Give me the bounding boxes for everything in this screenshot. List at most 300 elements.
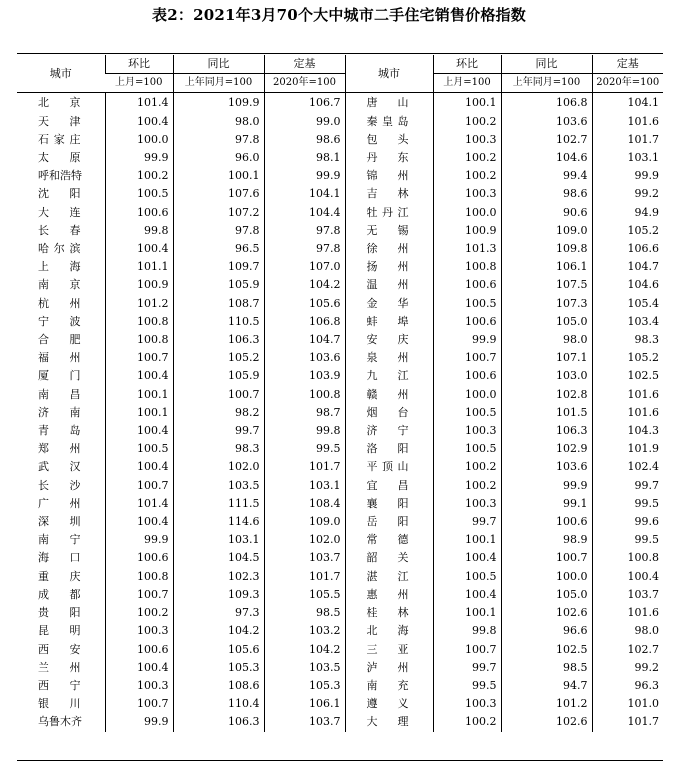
header-base-sub-left: 2020年=100 <box>264 74 345 93</box>
yoy-value-left: 104.2 <box>173 622 264 640</box>
header-base-right: 定基 <box>592 55 663 74</box>
city-name-left: 济南 <box>38 405 81 419</box>
table-row <box>17 641 663 659</box>
header-city-left: 城市 <box>17 55 105 93</box>
yoy-value-right: 96.6 <box>501 622 592 640</box>
mom-value-right: 100.2 <box>433 113 501 131</box>
table-row <box>17 659 663 677</box>
base-value-left: 105.5 <box>264 586 345 604</box>
mom-value-left: 100.4 <box>105 659 173 677</box>
yoy-value-right: 102.8 <box>501 386 592 404</box>
table-row <box>17 404 663 422</box>
yoy-value-right: 105.0 <box>501 586 592 604</box>
base-value-right: 102.7 <box>592 641 663 659</box>
mom-value-right: 100.1 <box>433 531 501 549</box>
mom-value-left: 99.9 <box>105 531 173 549</box>
city-name-left: 兰州 <box>38 660 81 674</box>
mom-value-right: 100.7 <box>433 349 501 367</box>
city-name-right: 洛阳 <box>345 440 433 458</box>
mom-value-right: 99.9 <box>433 331 501 349</box>
city-name-right: 九江 <box>345 367 433 385</box>
base-value-right: 101.6 <box>592 113 663 131</box>
city-name-right: 安庆 <box>345 331 433 349</box>
mom-value-right: 100.3 <box>433 185 501 203</box>
yoy-value-right: 106.8 <box>501 93 592 113</box>
city-name-left: 银川 <box>38 697 81 711</box>
table-row <box>17 313 663 331</box>
yoy-value-right: 105.0 <box>501 313 592 331</box>
city-name-right: 牡丹江 <box>345 204 433 222</box>
city-name-right: 襄阳 <box>345 495 433 513</box>
mom-value-left: 100.1 <box>105 386 173 404</box>
yoy-value-left: 102.3 <box>173 568 264 586</box>
yoy-value-right: 106.3 <box>501 422 592 440</box>
yoy-value-left: 106.3 <box>173 713 264 731</box>
city-name-left: 厦门 <box>38 369 81 383</box>
table-row <box>17 113 663 131</box>
table-row <box>17 240 663 258</box>
city-name-right: 桂林 <box>345 604 433 622</box>
base-value-left: 104.1 <box>264 185 345 203</box>
mom-value-right: 100.7 <box>433 641 501 659</box>
mom-value-left: 100.4 <box>105 113 173 131</box>
base-value-left: 103.7 <box>264 713 345 731</box>
city-name-left: 宁波 <box>38 314 81 328</box>
table-body <box>17 93 663 732</box>
base-value-right: 102.5 <box>592 367 663 385</box>
mom-value-right: 99.7 <box>433 659 501 677</box>
mom-value-right: 100.6 <box>433 276 501 294</box>
city-name-right: 南充 <box>345 677 433 695</box>
yoy-value-right: 102.9 <box>501 440 592 458</box>
city-name-left: 南宁 <box>38 533 81 547</box>
yoy-value-left: 98.3 <box>173 440 264 458</box>
yoy-value-right: 94.7 <box>501 677 592 695</box>
yoy-value-right: 102.6 <box>501 604 592 622</box>
base-value-right: 103.1 <box>592 149 663 167</box>
base-value-right: 101.9 <box>592 440 663 458</box>
base-value-right: 99.6 <box>592 513 663 531</box>
city-name-left: 郑州 <box>38 442 81 456</box>
yoy-value-right: 103.0 <box>501 367 592 385</box>
base-value-left: 105.3 <box>264 677 345 695</box>
base-value-left: 97.8 <box>264 222 345 240</box>
mom-value-left: 100.5 <box>105 440 173 458</box>
city-name-left: 北京 <box>38 96 81 110</box>
table-row <box>17 222 663 240</box>
base-value-left: 107.0 <box>264 258 345 276</box>
table-row <box>17 622 663 640</box>
city-name-left: 大连 <box>38 205 81 219</box>
table-top-rule <box>17 53 663 54</box>
mom-value-left: 100.4 <box>105 422 173 440</box>
city-name-right: 三亚 <box>345 641 433 659</box>
base-value-left: 98.1 <box>264 149 345 167</box>
yoy-value-left: 96.5 <box>173 240 264 258</box>
mom-value-left: 100.6 <box>105 641 173 659</box>
base-value-right: 99.2 <box>592 659 663 677</box>
city-name-right: 岳阳 <box>345 513 433 531</box>
table-row <box>17 477 663 495</box>
table-row <box>17 549 663 567</box>
base-value-right: 98.0 <box>592 622 663 640</box>
mom-value-right: 100.8 <box>433 258 501 276</box>
table-row <box>17 276 663 294</box>
base-value-left: 99.8 <box>264 422 345 440</box>
yoy-value-left: 105.9 <box>173 276 264 294</box>
mom-value-right: 100.0 <box>433 386 501 404</box>
city-name-left: 南昌 <box>38 387 81 401</box>
city-name-right: 丹东 <box>345 149 433 167</box>
base-value-left: 99.9 <box>264 167 345 185</box>
city-name-left: 青岛 <box>38 424 81 438</box>
city-name-right: 湛江 <box>345 568 433 586</box>
city-name-left: 西宁 <box>38 678 81 692</box>
base-value-right: 99.5 <box>592 495 663 513</box>
base-value-left: 103.2 <box>264 622 345 640</box>
base-value-left: 103.1 <box>264 477 345 495</box>
yoy-value-right: 102.6 <box>501 713 592 731</box>
mom-value-left: 100.8 <box>105 568 173 586</box>
base-value-left: 99.5 <box>264 440 345 458</box>
mom-value-right: 100.1 <box>433 604 501 622</box>
yoy-value-left: 103.1 <box>173 531 264 549</box>
yoy-value-right: 98.0 <box>501 331 592 349</box>
base-value-right: 99.7 <box>592 477 663 495</box>
mom-value-left: 100.3 <box>105 677 173 695</box>
base-value-left: 104.2 <box>264 641 345 659</box>
city-name-left: 沈阳 <box>38 187 81 201</box>
city-name-left: 太原 <box>38 151 81 165</box>
city-name-right: 宜昌 <box>345 477 433 495</box>
city-name-right: 包头 <box>345 131 433 149</box>
city-name-left: 杭州 <box>38 296 81 310</box>
mom-value-left: 100.2 <box>105 604 173 622</box>
table-bottom-rule <box>17 760 663 761</box>
yoy-value-left: 105.3 <box>173 659 264 677</box>
yoy-value-right: 102.7 <box>501 131 592 149</box>
mom-value-right: 99.5 <box>433 677 501 695</box>
table-row <box>17 204 663 222</box>
city-name-right: 金华 <box>345 295 433 313</box>
base-value-left: 98.7 <box>264 404 345 422</box>
page-title: 表2：2021年3月70个大中城市二手住宅销售价格指数 <box>152 6 526 24</box>
base-value-right: 101.6 <box>592 404 663 422</box>
table-row <box>17 185 663 203</box>
mom-value-left: 100.0 <box>105 131 173 149</box>
mom-value-right: 100.3 <box>433 495 501 513</box>
city-name-right: 徐州 <box>345 240 433 258</box>
mom-value-left: 99.8 <box>105 222 173 240</box>
header-base-sub-right: 2020年=100 <box>592 74 663 93</box>
mom-value-left: 100.7 <box>105 477 173 495</box>
base-value-left: 106.1 <box>264 695 345 713</box>
mom-value-left: 100.5 <box>105 185 173 203</box>
yoy-value-left: 105.2 <box>173 349 264 367</box>
city-name-right: 济宁 <box>345 422 433 440</box>
mom-value-right: 100.3 <box>433 131 501 149</box>
table-row <box>17 713 663 731</box>
table-row <box>17 513 663 531</box>
base-value-right: 104.3 <box>592 422 663 440</box>
city-name-left: 长春 <box>38 223 81 237</box>
city-name-left: 哈尔滨 <box>38 242 81 256</box>
base-value-right: 98.3 <box>592 331 663 349</box>
mom-value-right: 100.2 <box>433 713 501 731</box>
yoy-value-right: 107.1 <box>501 349 592 367</box>
base-value-right: 99.9 <box>592 167 663 185</box>
yoy-value-left: 103.5 <box>173 477 264 495</box>
mom-value-right: 99.7 <box>433 513 501 531</box>
city-name-left: 福州 <box>38 351 81 365</box>
mom-value-left: 100.9 <box>105 276 173 294</box>
yoy-value-left: 106.3 <box>173 331 264 349</box>
base-value-right: 101.7 <box>592 131 663 149</box>
yoy-value-right: 90.6 <box>501 204 592 222</box>
table-row <box>17 258 663 276</box>
base-value-left: 105.6 <box>264 295 345 313</box>
mom-value-right: 100.5 <box>433 404 501 422</box>
city-name-right: 赣州 <box>345 386 433 404</box>
city-name-left: 上海 <box>38 260 81 274</box>
mom-value-right: 100.0 <box>433 204 501 222</box>
mom-value-right: 100.2 <box>433 167 501 185</box>
city-name-right: 遵义 <box>345 695 433 713</box>
mom-value-left: 100.6 <box>105 204 173 222</box>
mom-value-left: 100.4 <box>105 240 173 258</box>
table-row <box>17 458 663 476</box>
yoy-value-right: 98.9 <box>501 531 592 549</box>
yoy-value-right: 101.5 <box>501 404 592 422</box>
mom-value-right: 100.4 <box>433 549 501 567</box>
table-row <box>17 586 663 604</box>
yoy-value-right: 101.2 <box>501 695 592 713</box>
mom-value-right: 100.5 <box>433 440 501 458</box>
mom-value-left: 100.8 <box>105 331 173 349</box>
city-name-right: 泸州 <box>345 659 433 677</box>
yoy-value-left: 107.6 <box>173 185 264 203</box>
mom-value-left: 100.4 <box>105 513 173 531</box>
table-row <box>17 422 663 440</box>
base-value-left: 100.8 <box>264 386 345 404</box>
base-value-right: 94.9 <box>592 204 663 222</box>
mom-value-left: 101.4 <box>105 93 173 113</box>
city-name-right: 惠州 <box>345 586 433 604</box>
header-yoy-sub-left: 上年同月=100 <box>173 74 264 93</box>
price-index-table <box>17 55 663 732</box>
city-name-right: 秦皇岛 <box>345 113 433 131</box>
header-yoy-left: 同比 <box>173 55 264 74</box>
yoy-value-right: 100.0 <box>501 568 592 586</box>
mom-value-right: 100.6 <box>433 367 501 385</box>
yoy-value-right: 107.3 <box>501 295 592 313</box>
base-value-left: 108.4 <box>264 495 345 513</box>
city-name-left: 合肥 <box>38 333 81 347</box>
mom-value-left: 100.7 <box>105 695 173 713</box>
yoy-value-right: 103.6 <box>501 113 592 131</box>
yoy-value-left: 107.2 <box>173 204 264 222</box>
yoy-value-right: 109.0 <box>501 222 592 240</box>
base-value-right: 103.4 <box>592 313 663 331</box>
city-name-left: 武汉 <box>38 460 81 474</box>
city-name-left: 成都 <box>38 587 81 601</box>
yoy-value-left: 105.9 <box>173 367 264 385</box>
table-row <box>17 167 663 185</box>
header-mom-right: 环比 <box>433 55 501 74</box>
city-name-right: 吉林 <box>345 185 433 203</box>
city-name-left: 深圳 <box>38 515 81 529</box>
mom-value-left: 100.1 <box>105 404 173 422</box>
base-value-left: 103.7 <box>264 549 345 567</box>
yoy-value-left: 100.1 <box>173 167 264 185</box>
mom-value-right: 100.9 <box>433 222 501 240</box>
yoy-value-left: 104.5 <box>173 549 264 567</box>
city-name-right: 北海 <box>345 622 433 640</box>
yoy-value-right: 104.6 <box>501 149 592 167</box>
city-name-right: 韶关 <box>345 549 433 567</box>
mom-value-right: 100.4 <box>433 586 501 604</box>
header-yoy-sub-right: 上年同月=100 <box>501 74 592 93</box>
table-row <box>17 531 663 549</box>
yoy-value-right: 103.6 <box>501 458 592 476</box>
base-value-left: 103.6 <box>264 349 345 367</box>
yoy-value-left: 109.7 <box>173 258 264 276</box>
base-value-left: 103.5 <box>264 659 345 677</box>
base-value-left: 104.7 <box>264 331 345 349</box>
base-value-left: 98.6 <box>264 131 345 149</box>
base-value-right: 106.6 <box>592 240 663 258</box>
mom-value-left: 100.4 <box>105 458 173 476</box>
base-value-right: 105.4 <box>592 295 663 313</box>
mom-value-left: 101.2 <box>105 295 173 313</box>
yoy-value-left: 109.9 <box>173 93 264 113</box>
mom-value-right: 100.1 <box>433 93 501 113</box>
base-value-left: 98.5 <box>264 604 345 622</box>
base-value-right: 104.7 <box>592 258 663 276</box>
yoy-value-right: 106.1 <box>501 258 592 276</box>
city-name-left: 广州 <box>38 496 81 510</box>
yoy-value-right: 98.6 <box>501 185 592 203</box>
table-row <box>17 495 663 513</box>
city-name-left: 海口 <box>38 551 81 565</box>
yoy-value-left: 98.2 <box>173 404 264 422</box>
city-name-left: 长沙 <box>38 478 81 492</box>
base-value-left: 102.0 <box>264 531 345 549</box>
yoy-value-left: 102.0 <box>173 458 264 476</box>
base-value-left: 106.8 <box>264 313 345 331</box>
city-name-left: 天津 <box>38 114 81 128</box>
base-value-left: 97.8 <box>264 240 345 258</box>
yoy-value-left: 108.7 <box>173 295 264 313</box>
yoy-value-right: 99.4 <box>501 167 592 185</box>
city-name-left: 乌鲁木齐 <box>38 715 82 729</box>
table-row <box>17 331 663 349</box>
header-base-left: 定基 <box>264 55 345 74</box>
base-value-right: 104.1 <box>592 93 663 113</box>
base-value-right: 102.4 <box>592 458 663 476</box>
yoy-value-left: 98.0 <box>173 113 264 131</box>
city-name-left: 昆明 <box>38 624 81 638</box>
yoy-value-left: 99.7 <box>173 422 264 440</box>
yoy-value-left: 97.3 <box>173 604 264 622</box>
table-row <box>17 149 663 167</box>
header-city-right: 城市 <box>345 55 433 93</box>
base-value-left: 99.0 <box>264 113 345 131</box>
city-name-right: 唐山 <box>345 93 433 113</box>
yoy-value-right: 102.5 <box>501 641 592 659</box>
yoy-value-left: 110.5 <box>173 313 264 331</box>
mom-value-right: 100.5 <box>433 295 501 313</box>
city-name-right: 蚌埠 <box>345 313 433 331</box>
yoy-value-left: 114.6 <box>173 513 264 531</box>
header-yoy-right: 同比 <box>501 55 592 74</box>
base-value-right: 101.0 <box>592 695 663 713</box>
table-row <box>17 386 663 404</box>
base-value-left: 104.2 <box>264 276 345 294</box>
base-value-right: 96.3 <box>592 677 663 695</box>
base-value-right: 105.2 <box>592 349 663 367</box>
mom-value-left: 101.4 <box>105 495 173 513</box>
mom-value-left: 100.8 <box>105 313 173 331</box>
yoy-value-right: 107.5 <box>501 276 592 294</box>
base-value-right: 99.5 <box>592 531 663 549</box>
city-name-left: 石家庄 <box>38 132 81 146</box>
yoy-value-left: 111.5 <box>173 495 264 513</box>
mom-value-left: 100.6 <box>105 549 173 567</box>
base-value-left: 104.4 <box>264 204 345 222</box>
base-value-left: 103.9 <box>264 367 345 385</box>
base-value-right: 105.2 <box>592 222 663 240</box>
base-value-left: 106.7 <box>264 93 345 113</box>
mom-value-right: 100.6 <box>433 313 501 331</box>
city-name-right: 扬州 <box>345 258 433 276</box>
yoy-value-left: 109.3 <box>173 586 264 604</box>
table-row <box>17 349 663 367</box>
yoy-value-right: 100.6 <box>501 513 592 531</box>
mom-value-right: 101.3 <box>433 240 501 258</box>
city-name-right: 温州 <box>345 276 433 294</box>
table-row <box>17 93 663 113</box>
yoy-value-right: 99.9 <box>501 477 592 495</box>
mom-value-right: 100.3 <box>433 422 501 440</box>
table-row <box>17 677 663 695</box>
city-name-right: 锦州 <box>345 167 433 185</box>
header-mom-sub-right: 上月=100 <box>433 74 501 93</box>
mom-value-right: 100.2 <box>433 458 501 476</box>
yoy-value-left: 110.4 <box>173 695 264 713</box>
base-value-left: 109.0 <box>264 513 345 531</box>
yoy-value-left: 97.8 <box>173 222 264 240</box>
yoy-value-right: 98.5 <box>501 659 592 677</box>
base-value-left: 101.7 <box>264 458 345 476</box>
mom-value-right: 100.3 <box>433 695 501 713</box>
city-name-right: 无锡 <box>345 222 433 240</box>
base-value-right: 101.6 <box>592 604 663 622</box>
table-row <box>17 440 663 458</box>
mom-value-right: 99.8 <box>433 622 501 640</box>
city-name-left: 南京 <box>38 278 81 292</box>
base-value-right: 100.8 <box>592 549 663 567</box>
yoy-value-right: 100.7 <box>501 549 592 567</box>
yoy-value-left: 108.6 <box>173 677 264 695</box>
yoy-value-right: 99.1 <box>501 495 592 513</box>
mom-value-left: 101.1 <box>105 258 173 276</box>
base-value-right: 103.7 <box>592 586 663 604</box>
mom-value-left: 99.9 <box>105 149 173 167</box>
mom-value-left: 100.7 <box>105 349 173 367</box>
yoy-value-left: 100.7 <box>173 386 264 404</box>
city-name-left: 贵阳 <box>38 606 81 620</box>
